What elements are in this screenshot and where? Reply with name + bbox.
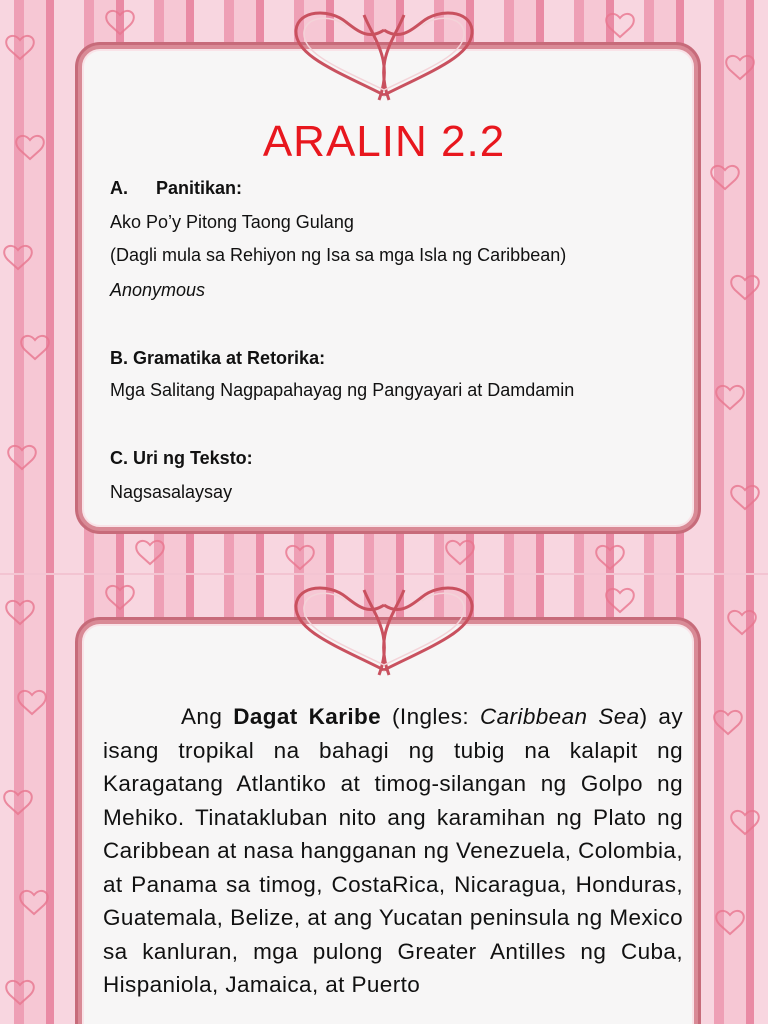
work-title: Ako Po’y Pitong Taong Gulang (110, 212, 354, 232)
slide-dagat-karibe (0, 575, 768, 1024)
work-subtitle: (Dagli mula sa Rehiyon ng Isa sa mga Isla ng Caribbean) (110, 245, 567, 265)
paragraph-body (103, 700, 683, 1002)
section-c-heading: C. Uri ng Teksto: (110, 448, 253, 468)
paragraph-rest: ) ay isang tropikal na bahagi ng tubig na kalapit ng Karagatang Atlantiko at timog-silangan ng Golpo ng Mehiko. Tinatakluban nito ang karamihan ng Plato ng Caribbean at nasa hangganan ng Venezuela, Colombia, at Panama sa timog, CostaRica, Nicaragua, Honduras, Guatemala, Belize, at ang Yucatan peninsula ng Mexico sa kanluran, mga pulong Greater Antilles ng Cuba, Hispaniola, Jamaica, at Puerto (103, 704, 683, 997)
section-a-heading (110, 178, 242, 199)
section-b-text: Mga Salitang Nagpapahayag ng Pangyayari at Damdamin (110, 380, 575, 400)
paragraph-lead: Ang (181, 704, 234, 729)
twin-hearts-icon (274, 0, 494, 110)
twin-hearts-icon (274, 575, 494, 685)
section-b-heading: B. Gramatika at Retorika: (110, 348, 326, 368)
paragraph-paren: (Ingles: (381, 704, 480, 729)
work-author: Anonymous (110, 280, 206, 300)
term-english: Caribbean Sea (479, 704, 640, 729)
caribbean-paragraph (103, 700, 683, 1002)
section-a-marker: A. (110, 178, 128, 198)
term-dagat-karibe: Dagat Karibe (233, 704, 382, 729)
section-c-text: Nagsasalaysay (110, 482, 233, 502)
section-a-label: Panitikan: (156, 178, 243, 198)
page-title: ARALIN 2.2 (262, 117, 506, 166)
